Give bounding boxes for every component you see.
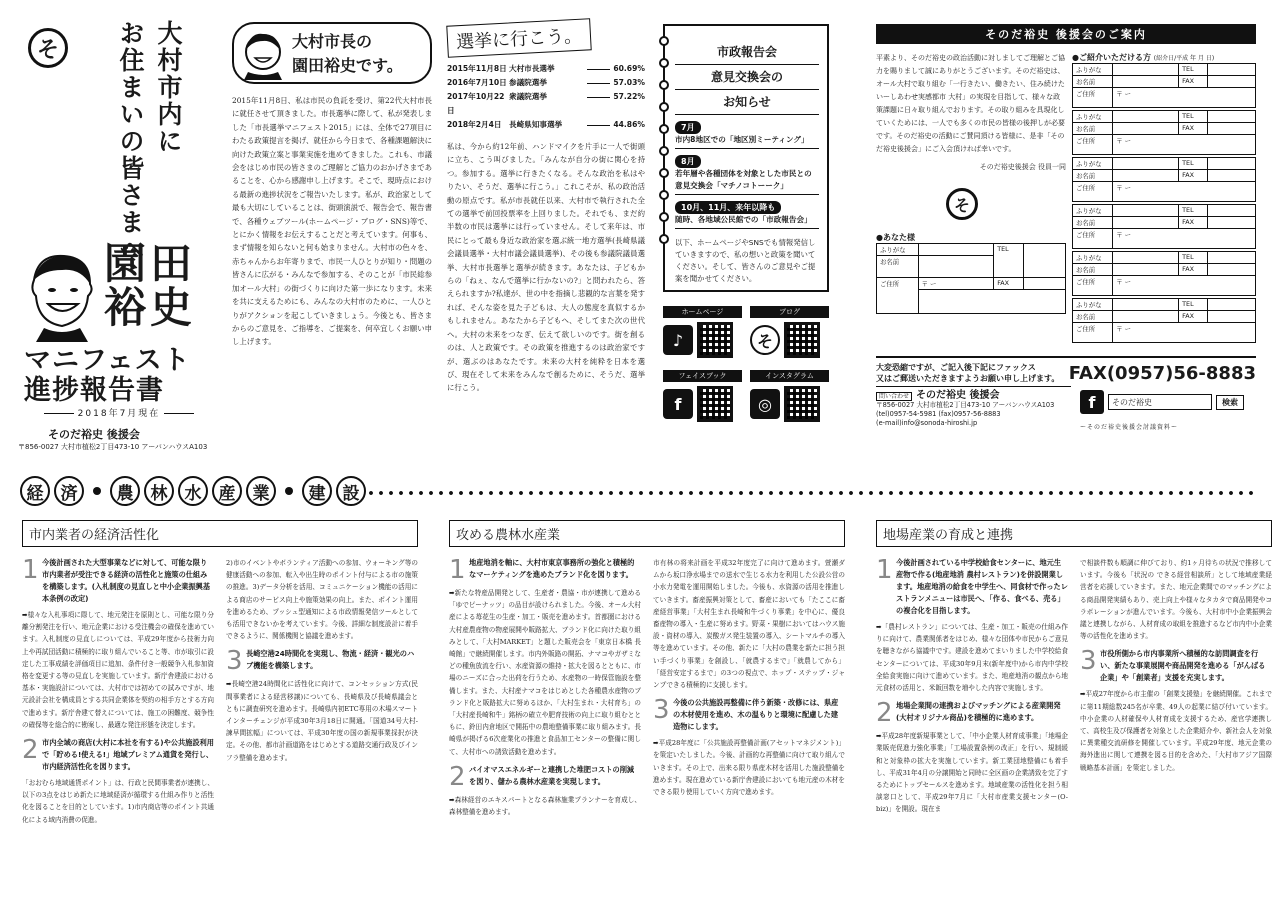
notice-footer: 以下、ホームページやSNSでも情報発信していきますので、私の想いと政策を聞いてください。そして、皆さんのご意見やご提案を聞かせてください。 bbox=[675, 238, 816, 283]
bubble-line-1: 大村市長の bbox=[292, 32, 373, 51]
item-heading: 長崎空港24時間化を実現し、物流・経済・観光のハブ機能を構築します。 bbox=[246, 649, 415, 671]
fax-field[interactable] bbox=[1208, 76, 1256, 88]
policy-item bbox=[226, 646, 418, 677]
item-heading: 地産地消を軸に、大村市東京事務所の強化と積極的なマーケティングを進めたブランド化を図ります。 bbox=[469, 558, 635, 579]
support-heading: そのだ裕史 後援会のご案内 bbox=[876, 24, 1256, 44]
referral-form bbox=[1072, 110, 1256, 155]
policy-item bbox=[449, 557, 641, 583]
fax-field[interactable] bbox=[1208, 217, 1256, 229]
discussion-material-note: ーそのだ裕史後援会討議資料ー bbox=[1080, 424, 1179, 431]
referral-date: (紹介日/平成 年 月 日) bbox=[1153, 55, 1215, 62]
dotted-divider bbox=[366, 491, 1256, 495]
referral-form bbox=[1072, 298, 1256, 343]
your-info-label: ●あなた様 bbox=[876, 233, 915, 242]
item-body: ➡平成28年度新規事業として、「中小企業人材育成事業」「地場企業販売促進力強化事業」「工場設置条例の改正」を行い、規制緩和と対象枠の拡大を実施しています。新工業団地整備にも着手し、平成31年4月の分譲開始と同時に全区画の企業誘致を完了するためにトップセールスを進めます。地域産業の活性化を担う相談窓口として、平成29年7月に「大村市産業支援センター(O-biz)」を開設。現在ま bbox=[876, 732, 1068, 814]
policy-item bbox=[876, 698, 1068, 729]
address-field[interactable]: 〒 ー bbox=[1113, 182, 1256, 202]
referral-label bbox=[1072, 52, 1256, 63]
web-links bbox=[663, 306, 829, 422]
qr-code[interactable] bbox=[784, 386, 820, 422]
fax-label: FAX bbox=[1179, 264, 1208, 276]
fax-note-line: 大変恐縮ですが、ご記入後下記にファックス bbox=[876, 363, 1036, 372]
banner-char: 産 bbox=[212, 476, 242, 506]
facebook-search bbox=[1080, 390, 1244, 414]
election-column bbox=[447, 22, 645, 395]
address-field[interactable]: 〒 ー bbox=[1113, 135, 1256, 155]
fax-label: FAX bbox=[994, 278, 1024, 290]
referral-form-list bbox=[1072, 63, 1256, 343]
banner-char: 農 bbox=[110, 476, 140, 506]
address-label: ご住所 bbox=[1073, 88, 1113, 108]
item-heading: 市役所側から市内事業所へ積極的な訪問調査を行い、新たな事業展開や商品開発を進める「がんばる企業」や「創業者」支援を充実します。 bbox=[1100, 649, 1266, 683]
tel-field[interactable] bbox=[1208, 299, 1256, 311]
policy-item bbox=[1080, 648, 1272, 684]
turnout-row bbox=[447, 76, 645, 90]
item-heading: 地場企業間の連携およびマッチングによる産業開発(大村オリジナル商品)を積極的に進めます。 bbox=[896, 701, 1061, 723]
item-number: 1 bbox=[876, 555, 893, 585]
search-button[interactable]: 検索 bbox=[1216, 395, 1244, 410]
kana-label: ふりがな bbox=[1073, 111, 1113, 123]
link-homepage[interactable] bbox=[663, 306, 742, 358]
arrow-line bbox=[587, 90, 610, 98]
contact-org: そのだ裕史 後援会 bbox=[916, 390, 1000, 401]
name-label: お名前 bbox=[1073, 311, 1113, 323]
item-body: ➡平成27年度から市主催の「創業支援塾」を継続開催。これまでに第11期総数245名が卒業、49人の起業に結び付いています。中小企業の人材確保や人材育成を支援するため、産官学連携して、高校生及び保護者を対象とした企業紹介や、新社会人を対象に異業種交流研修を開催しています。平成29年度、地元企業の海外進出に関して連携を図る目的を含めた、「大村市アジア国際戦略基本計画」を策定しました。 bbox=[1080, 690, 1272, 772]
item-body: ➡平成28年度に「公共施設再整備計画(アセットマネジメント)」を策定いたしました。今後、計画的な再整備に向けて取り組んでいきます。その上で、出来る限り県産木材を活用した施設整備を進めます。現在進めている新庁舎建設においても地元産の木材を できる限り使用していく方向で進めます。 bbox=[653, 739, 845, 797]
facebook-icon: f bbox=[663, 389, 693, 419]
turnout-rate: 57.03% bbox=[613, 78, 645, 87]
turnout-list bbox=[447, 62, 645, 132]
address-label: ご住所 bbox=[1073, 229, 1113, 249]
item-heading: 今後の公共施設再整備に伴う新築・改修には、県産の木材使用を進め、木の温もりと環境に配慮した建造物にします。 bbox=[673, 698, 839, 732]
item-number: 2 bbox=[876, 698, 893, 729]
notice-heading-line: 意見交換会の bbox=[675, 65, 819, 90]
item-number: 3 bbox=[226, 646, 243, 677]
tel-label: TEL bbox=[1179, 158, 1208, 170]
notice-card bbox=[663, 24, 829, 292]
tel-field[interactable] bbox=[1208, 64, 1256, 76]
contact-address: 〒856-0027 大村市植松2丁目473-10 アーバンハウスA103 bbox=[876, 401, 1055, 409]
bottom-section bbox=[0, 468, 1280, 907]
name-field[interactable] bbox=[1113, 311, 1179, 323]
banner-dot bbox=[285, 487, 293, 495]
facebook-icon: f bbox=[1080, 390, 1104, 414]
item-heading: 今後計画されている中学校給食センターに、地元生産物で作る(地産地消 農村レストラン)を併設開業します。地産地消の給食を中学生へ、同食材で作ったレストランメニューは市民へ、「作る、食べる、売る」の複合化を目指します。 bbox=[896, 558, 1068, 615]
notebook-rings bbox=[659, 36, 671, 256]
item-body: ➡「農村レストラン」については、生産・加工・販売の仕組み作りに向けて、農業関係者をはじめ、様々な団体や市民からご意見を聴きながら協議中です。建設を進めてまいりました中学校給食センターについては、平成30年9月末(新年度中)から市内中学校全給食実施に向けて進めています。また、地産地消の観点から地元食材の活用と、米飯回数を増やした内容で実施します。 bbox=[876, 623, 1068, 693]
fax-field[interactable] bbox=[1208, 123, 1256, 135]
zip-field[interactable]: 〒 ー bbox=[918, 278, 994, 290]
item-body: で相談件数も順調に伸びており、約1ヶ月待ちの状況で推移しています。今後も「状況の できる経営相談所」として地域産業経営者を応援していきます。また、地元企業間でのマッチングによる商品開発実績もあり、売上向上や様々なタカタで商品開発やコラボレーションが進んでいます。今後も、大村市中小企業振興会議と連携しながら、人材育成の取組を推進するなど市内中小企業等の活性化を進めます。 bbox=[1080, 559, 1272, 641]
address-label: ご住所 bbox=[1073, 182, 1113, 202]
fax-label: FAX bbox=[1179, 217, 1208, 229]
banner-char: 済 bbox=[54, 476, 84, 506]
turnout-row bbox=[447, 118, 645, 132]
turnout-election: 参議院選挙 bbox=[509, 78, 547, 87]
tel-label: TEL bbox=[1179, 205, 1208, 217]
your-info-form bbox=[876, 243, 1066, 314]
policy-item bbox=[449, 761, 641, 792]
banner-char: 設 bbox=[336, 476, 366, 506]
item-number: 1 bbox=[449, 555, 466, 585]
name-label: お名前 bbox=[1073, 217, 1113, 229]
name-label: お名前 bbox=[1073, 264, 1113, 276]
tel-field[interactable] bbox=[1208, 158, 1256, 170]
kana-label: ふりがな bbox=[1073, 158, 1113, 170]
instagram-icon: ◎ bbox=[750, 389, 780, 419]
link-label: フェイスブック bbox=[663, 370, 742, 382]
notice-month-tag: 7月 bbox=[675, 121, 701, 134]
notice-heading-line: 市政報告会 bbox=[675, 40, 819, 65]
banner-char: 水 bbox=[178, 476, 208, 506]
turnout-rate: 44.86% bbox=[613, 120, 645, 129]
supporters-logo: そ bbox=[28, 28, 68, 68]
item-body: 市有林の将来計画を平成32年度完了に向けて進めます。萱瀬ダムから坂口浄水場までの送水で生じる水力を利用した公設公営の小水力発電を運用開始しました。今後も、水資源の活用を推進していきます。畜産振興対策として、畜産においても「たここに畜産経営事業」「大村生まれ長崎和牛づくり事業」を中心に、優良畜産物の導入・生産に努めます。野菜・果樹においてはハウス施設・資材の導入、炭酸ガス発生装置の導入、シートマルチの導入等を進めています。その他、新たに「大村の農業を新たに担う担い手づくり事業」を創設し、「就農するまで」「就農してから」「経営安定するまで」の3つの視点で、ホップ・ステップ・ジャンプできる積極的に支援します。 bbox=[653, 559, 845, 690]
address-field[interactable]: 〒 ー bbox=[1113, 229, 1256, 249]
headline-line-2: お住まいの皆さまへ bbox=[116, 20, 145, 263]
headline-line-1: 大村市内に bbox=[154, 20, 183, 155]
kana-field[interactable] bbox=[1113, 205, 1179, 217]
turnout-date: 2018年2月4日 bbox=[447, 120, 502, 129]
referral-form bbox=[1072, 63, 1256, 108]
fax-number: FAX(0957)56-8883 bbox=[1068, 362, 1256, 384]
kana-field[interactable] bbox=[1113, 252, 1179, 264]
section-title: 地場産業の育成と連携 bbox=[876, 520, 1272, 547]
election-body: 私は、今から約12年前、ハンドマイクを片手に一人で街頭に立ち、こう叫びました。「みんなが自分の街に関心を持つ。参加する。選挙に行きたくなる。そんな政治を私はやりたい、そうだ、選挙に行こう。」これこそが、私の政治活動の原点です。私が市長就任以来、大村市で執行された全ての選挙で前回投票率を上回りました。それでも、まだ約半数の市民は選挙には行っていません。そして来年は、市民にとって最も身近な政治家を選ぶ統一地方選挙(長崎県議会議員選挙・大村市議会議員選挙)、その後も参議院議員選挙、大村市長選挙と選挙が続きます。あなたは、子どもからの「ねぇ、なんで選挙に行かないの?」と問われたら、答えられますか?私達が、世の中を指摘し悲観的な言葉を発すれば、そんな姿を見た子どもは、大人の態度を真似するかもしれません。あなたから子どもへ、そしてまた次の世代へ。大村の未来をつなぎ、伝えて欲しいのです。街を創るのは、人と政策です。その政策を推進するのは政治家ですが、選ぶのはあなたです。未来の大村を純粋を日本を選び、現在そして未来をみんなで創るために、そうだ、選挙に行こう。 bbox=[447, 142, 645, 393]
item-heading: バイオマスエネルギーと連携した堆肥コストの削減を図り、儲かる農林水産業を実現します。 bbox=[469, 764, 635, 786]
kana-label: ふりがな bbox=[877, 244, 919, 256]
banner-char: 経 bbox=[20, 476, 50, 506]
greeting-column bbox=[232, 22, 432, 349]
support-intro bbox=[876, 52, 1066, 314]
name-field[interactable] bbox=[1113, 76, 1179, 88]
item-body: 「おおむら地域通貨ポイント」は、行政と民間事業者が連携し、以下の3点をはじめ新たに地域経済が循環する仕組み作りと活性化を図ることを目的としています。1)市内商店等のポイント共通化による域内消費の促進。 bbox=[22, 779, 214, 824]
address-label: ご住所 bbox=[1073, 135, 1113, 155]
section-economy bbox=[22, 520, 418, 826]
name-label: お名前 bbox=[877, 256, 919, 278]
kana-label: ふりがな bbox=[1073, 64, 1113, 76]
item-body: ➡長崎空港24時間化に活性化に向けて、コンセッション方式(民間事業者による経営移譲)についても、長崎県及び長崎県議会とともに調査研究を進めます。長崎県内初ETC専用の木場スマートインターチェンジが平成30年3月18日に開通。「国道34号大村-諫早間拡幅」については、平成30年度の国の新規事業採択が決定。その他、都市計画道路をはじめとする道路交通行政及びインフラ整備を進めます。 bbox=[226, 680, 418, 762]
as-of-date: 2018年7月現在 bbox=[24, 406, 214, 419]
referral-form bbox=[1072, 157, 1256, 202]
policy-item bbox=[653, 697, 845, 733]
policy-banner bbox=[20, 476, 366, 506]
arrow-line bbox=[587, 76, 610, 84]
fax-instructions bbox=[876, 356, 1256, 384]
kana-label: ふりがな bbox=[1073, 299, 1113, 311]
link-facebook[interactable] bbox=[663, 370, 742, 422]
bubble-line-2: 園田裕史です。 bbox=[292, 56, 403, 75]
tel-field[interactable] bbox=[1024, 244, 1066, 278]
support-signature: そのだ裕史後援会 役員一同 bbox=[979, 163, 1066, 171]
policy-item bbox=[22, 557, 214, 605]
kana-field[interactable] bbox=[1113, 64, 1179, 76]
cover-panel bbox=[18, 14, 218, 451]
section-title: 攻める農林水産業 bbox=[449, 520, 845, 547]
cover-org-name: そのだ裕史 後援会 bbox=[48, 428, 140, 441]
kana-field[interactable] bbox=[1113, 111, 1179, 123]
notice-item: 市内8地区での「地区別ミーティング」 bbox=[675, 134, 819, 149]
turnout-date: 2017年10月22日 bbox=[447, 92, 505, 115]
turnout-date: 2016年7月10日 bbox=[447, 78, 507, 87]
fax-field[interactable] bbox=[1208, 311, 1256, 323]
notice-item: 随時、各地域公民館での「市政報告会」 bbox=[675, 214, 819, 229]
turnout-row bbox=[447, 62, 645, 76]
search-input[interactable]: そのだ裕史 bbox=[1108, 394, 1212, 410]
fax-field[interactable] bbox=[1208, 264, 1256, 276]
turnout-date: 2015年11月8日 bbox=[447, 64, 507, 73]
cover-address: 〒856-0027 大村市植松2丁目473-10 アーバンハウスA103 bbox=[18, 443, 208, 451]
referral-forms bbox=[1072, 52, 1256, 345]
referral-form bbox=[1072, 251, 1256, 296]
banner-char: 林 bbox=[144, 476, 174, 506]
fax-label: FAX bbox=[1179, 76, 1208, 88]
banner-char: 業 bbox=[246, 476, 276, 506]
link-label: ホームページ bbox=[663, 306, 742, 318]
name-field[interactable] bbox=[1113, 123, 1179, 135]
banner-dot bbox=[93, 487, 101, 495]
turnout-election: 衆議院選挙 bbox=[509, 92, 547, 101]
address-field[interactable]: 〒 ー bbox=[1113, 276, 1256, 296]
contact-tag: 問い合わせ bbox=[876, 392, 912, 401]
address-field[interactable]: 〒 ー bbox=[1113, 88, 1256, 108]
name-field[interactable] bbox=[1113, 170, 1179, 182]
arrow-line bbox=[587, 118, 610, 126]
item-number: 2 bbox=[22, 735, 39, 766]
link-label: ブログ bbox=[750, 306, 829, 318]
name-label: お名前 bbox=[1073, 76, 1113, 88]
fax-note-line: 又はご郵送いただきますようお願い申し上げます。 bbox=[876, 374, 1060, 383]
name-field[interactable] bbox=[1113, 264, 1179, 276]
home-page-icon: ♪ bbox=[663, 325, 693, 355]
notice-heading bbox=[675, 40, 819, 115]
item-body: ➡新たな特産品開発として、生産者・農協・市が連携して進める「ゆでピーナッツ」の品目が設けられました。今後、オール大村産による苺花生の生産・加工・販売を進めます。首都圏における大村産農産物の物産展開や販路拡大、ブランド化に向けた取り組みとして、「大村MARKET」と題した販売会を「東京日本橋 長崎館」で継続開催します。市内外販路の開拓、ナマコやガザミなどの種魚放流を行い、水産資源の維持・拡大を図るとともに、市場のニーズに合った出荷を行うため、水産物の一時保管施設を整備します。また、大村産ナマコをはじめとした各種農水産物のブランド化と販路拡大に努めるほか、「大村生まれ・大村育ち」の「大村産長崎和牛」銘柄の確立や肥育技術の向上に取り組むとともに、鈴田内倉地区で開拓中の農地整備事業に取り組みます。長崎県が掲げる6次産業化の推進と食品加工センターの整備に関して、大村市への誘致活動を進めます。 bbox=[449, 589, 641, 756]
kana-label: ふりがな bbox=[1073, 252, 1113, 264]
kana-label: ふりがな bbox=[1073, 205, 1113, 217]
tel-field[interactable] bbox=[1208, 205, 1256, 217]
qr-code[interactable] bbox=[697, 322, 733, 358]
item-heading: 市内全域の商店(大村に本社を有する)や公共施設利用で「貯める!使える!」地域プレミアム通貨を発行し、市内経済活性化を図ります。 bbox=[42, 738, 214, 772]
fax-label: FAX bbox=[1179, 170, 1208, 182]
name-label: お名前 bbox=[1073, 170, 1113, 182]
tel-field[interactable] bbox=[1208, 252, 1256, 264]
name-field[interactable] bbox=[1113, 217, 1179, 229]
banner-char: 建 bbox=[302, 476, 332, 506]
mayor-mini-portrait bbox=[240, 28, 286, 80]
address-label: ご住所 bbox=[1073, 276, 1113, 296]
tel-field[interactable] bbox=[1208, 111, 1256, 123]
item-number: 3 bbox=[1080, 646, 1097, 677]
turnout-election: 長崎県知事選挙 bbox=[509, 120, 563, 129]
fax-label: FAX bbox=[1179, 123, 1208, 135]
item-heading: 今後計画された大型事業などに対して、可能な限り市内業者が受注できる経済の活性化と施策の仕組みを構築します。(入札制度の見直しと中小企業振興基本条例の改定) bbox=[42, 558, 211, 603]
tel-label: TEL bbox=[1179, 252, 1208, 264]
notice-heading-line: お知らせ bbox=[675, 90, 819, 115]
item-body: ➡森林経営のエキスパートとなる森林施業プランナーを育成し、森林整備を進めます。 bbox=[449, 795, 641, 817]
qr-code[interactable] bbox=[697, 386, 733, 422]
turnout-election: 大村市長選挙 bbox=[509, 64, 555, 73]
election-title: 選挙に行こう。 bbox=[446, 18, 591, 57]
fax-field[interactable] bbox=[1024, 278, 1066, 290]
tel-label: TEL bbox=[1179, 111, 1208, 123]
kana-field[interactable] bbox=[1113, 158, 1179, 170]
qr-code[interactable] bbox=[784, 322, 820, 358]
blog-icon: そ bbox=[750, 325, 780, 355]
policy-item bbox=[22, 737, 214, 773]
turnout-rate: 57.22% bbox=[613, 92, 645, 101]
link-label: インスタグラム bbox=[750, 370, 829, 382]
item-number: 1 bbox=[22, 555, 39, 585]
link-blog[interactable] bbox=[750, 306, 829, 358]
tel-label: TEL bbox=[1179, 299, 1208, 311]
turnout-rate: 60.69% bbox=[613, 64, 645, 73]
tel-label: TEL bbox=[994, 244, 1024, 278]
notice-month-tag: 8月 bbox=[675, 155, 701, 168]
address-label: ご住所 bbox=[877, 278, 919, 314]
fax-label: FAX bbox=[1179, 311, 1208, 323]
support-text: 平素より、そのだ裕史の政治活動に対しましてご理解とご協力を賜りまして誠にありがとうございます。そのだ裕史は、オール大村で取り組む「一行きたい、働きたい、住み続けたいーしあわせ実感都市 大村」の実現を目指して、様々な政策課題に日々取り組んでおります。その取り組みを具現化していくためには、一人でも多くの市民の皆様の後押しが必要です。そのだ裕史の活動にご賛同頂ける皆様に、是非「そのだ裕史後援会」にご入会頂ければ幸いです。 bbox=[876, 54, 1065, 153]
greeting-body: 2015年11月8日、私は市民の負託を受け、第22代大村市長に就任させて頂きました。市長選挙に際して、私が発表しました「市長選挙マニフェスト2015」には、全体で27項目にわたる政策提言を掲げ、就任から今日まで、各種課題解決に向けた政策立案と事業実施を進めてきました。これも、市議会をはじめ市民の皆さまのご理解とご協力のおかげさまであることを、心から感謝申し上げます。そこで、現時点における最新の進捗状況をご報告いたします。私が、政治家として最も大切にしていることは、街頭演説で、報告会で、報告書で、各種ウェブツール(ホームページ・ブログ・SNS)等で、とにかく情報をお伝えすることだと考えています。何事も、まず情報を知らないと何も始まりません。大村市の色々を、赤ちゃんからお年寄りまで、市民一人ひとりが知り・問題の皆さんに広がる・みんなで参加する、そのことが「市民総参加オール大村」の街づくりに向けた第一歩になります。未来を共に支えるためにも、みんなの大村市のために、一人ひとりがアクションを起こしていきましょう。今後とも、皆さまからのご意見を、ご指導を、ご提案を、何卒宜しくお願い申し上げます。 bbox=[232, 96, 432, 347]
fax-note bbox=[876, 362, 1059, 384]
policy-item bbox=[876, 557, 1068, 617]
notice-item: 若年層や各種団体を対象とした市民との意見交換会「マチノコトーーク」 bbox=[675, 168, 819, 195]
item-number: 2 bbox=[449, 761, 466, 792]
report-title: マニフェスト進捗報告書 bbox=[24, 345, 191, 406]
section-agriculture bbox=[449, 520, 845, 818]
name-field[interactable] bbox=[918, 256, 994, 278]
kana-field[interactable] bbox=[1113, 299, 1179, 311]
contact-info bbox=[876, 386, 1071, 428]
referral-label-text: ●ご紹介いただける方 bbox=[1072, 53, 1151, 62]
tel-label: TEL bbox=[1179, 64, 1208, 76]
kana-field[interactable] bbox=[918, 244, 994, 256]
greeting-speech-bubble bbox=[232, 22, 432, 84]
arrow-line bbox=[587, 62, 610, 70]
turnout-row bbox=[447, 90, 645, 118]
address-field[interactable]: 〒 ー bbox=[1113, 323, 1256, 343]
address-field[interactable] bbox=[918, 290, 1065, 314]
supporters-form-panel bbox=[876, 24, 1256, 444]
name-label: お名前 bbox=[1073, 123, 1113, 135]
fax-field[interactable] bbox=[1208, 170, 1256, 182]
link-instagram[interactable] bbox=[750, 370, 829, 422]
address-label: ご住所 bbox=[1073, 323, 1113, 343]
mayor-portrait-illustration bbox=[24, 250, 100, 342]
section-title: 市内業者の経済活性化 bbox=[22, 520, 418, 547]
section-local-industry bbox=[876, 520, 1272, 816]
notice-month-tag: 10月、11月、来年以降も bbox=[675, 201, 781, 214]
item-body: ➡様々な入札事項に際して、地元発注を原則とし、可能な限り分離分割発注を行い、地元企業における受注機会の確保を進めています。入札制度の見直しについては、平成29年度から技術力向上や再試団活動に積極的に取り組んでいること等、市が取引に設定した工事成績を評価項目に追加、条件付き一般競争入札参加資格を変更する等の見直しを実施しています。新庁舎建設における基本・実施設計については、大村市では初めての試みですが、地元設計会社を構成員とする共同企業体を契約の相手方とする方向で進めます。新庁舎建て替えについては、施工の困難度、競争性の確保等を総合的に勘案し、最適な発注形態を決定します。 bbox=[22, 611, 214, 729]
referral-form bbox=[1072, 204, 1256, 249]
item-number: 3 bbox=[653, 695, 670, 726]
contact-email: (e-mail)info@sonoda-hiroshi.jp bbox=[876, 419, 978, 427]
mayor-name: 園田裕史 bbox=[104, 239, 197, 332]
item-body: 2)市のイベントやボランティア活動への参加、ウォーキング等の健康活動への参加、転入や出生時のポイント付与による市の施策の推進。3)データ分析を活用、コミュニケーション機能の活用による商店のサービス向上や施策効果の向上。また、ポイント運用を進めるため、プッシュ型通知による市政情報発信ツールとしても活用できないかを考えています。今後、詳細な制度設計に着手できるように、関係機関と協議を進めます。 bbox=[226, 559, 418, 641]
contact-phone: (tel)0957-54-5981 (fax)0957-56-8883 bbox=[876, 410, 1001, 418]
supporters-logo-stamp: そ bbox=[946, 188, 978, 220]
